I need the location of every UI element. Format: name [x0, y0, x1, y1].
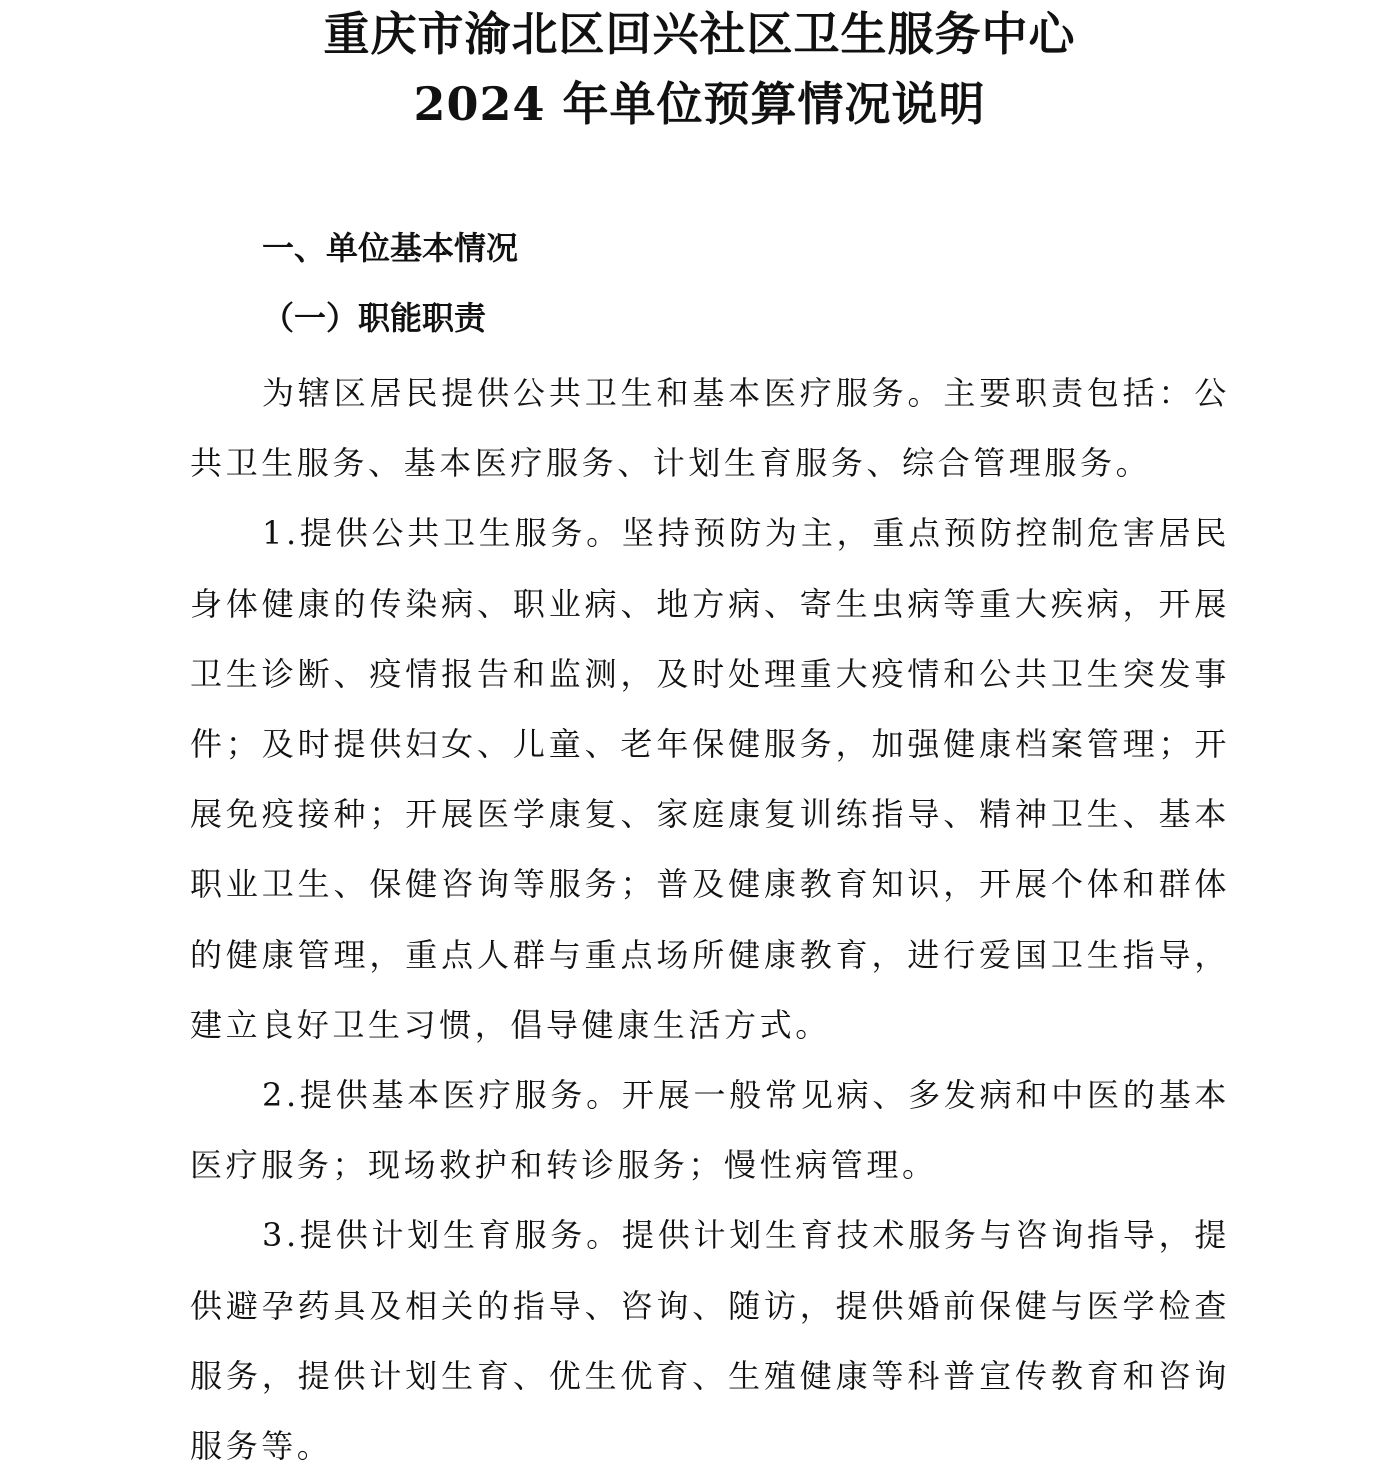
subsection-heading: （一）职能职责: [262, 299, 487, 337]
document-title-line1: 重庆市渝北区回兴社区卫生服务中心: [323, 7, 1076, 61]
paragraph-family-planning: 3.提供计划生育服务。提供计划生育技术服务与咨询指导，提供避孕药具及相关的指导、咨询、随访，提供婚前保健与医学检查服务，提供计划生育、优生优育、生殖健康等科普宣传教育和咨询服务等。: [190, 1216, 1230, 1466]
paragraph-duties-summary: 为辖区居民提供公共卫生和基本医疗服务。主要职责包括：公共卫生服务、基本医疗服务、计划生育服务、综合管理服务。: [190, 374, 1230, 483]
document-title-line2: 2024 年单位预算情况说明: [413, 77, 986, 131]
section-heading: 一、单位基本情况: [262, 229, 519, 267]
document-body: [190, 358, 1230, 1481]
paragraph-public-health: 1.提供公共卫生服务。坚持预防为主，重点预防控制危害居民身体健康的传染病、职业病、地方病、寄生虫病等重大疾病，开展卫生诊断、疫情报告和监测，及时处理重大疫情和公共卫生突发事件；及时提供妇女、儿童、老年保健服务，加强健康档案管理；开展免疫接种；开展医学康复、家庭康复训练指导、精神卫生、基本职业卫生、保健咨询等服务；普及健康教育知识，开展个体和群体的健康管理，重点人群与重点场所健康教育，进行爱国卫生指导，建立良好卫生习惯，倡导健康生活方式。: [190, 514, 1230, 1044]
paragraph-basic-medical: 2.提供基本医疗服务。开展一般常见病、多发病和中医的基本医疗服务；现场救护和转诊服务；慢性病管理。: [190, 1076, 1230, 1185]
